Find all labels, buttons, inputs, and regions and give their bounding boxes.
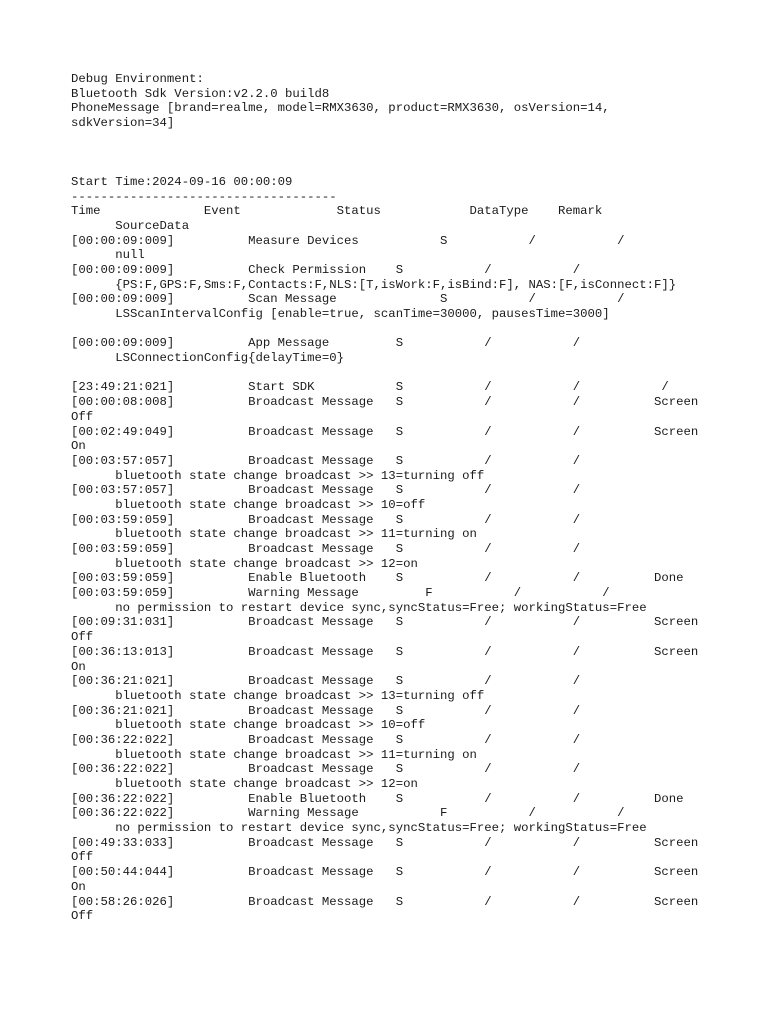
log-line: [00:00:08:008] Broadcast Message S / / Screen	[71, 395, 699, 410]
log-line: [00:36:22:022] Warning Message F / /	[71, 806, 625, 821]
log-line: bluetooth state change broadcast >> 13=turning off	[71, 688, 485, 703]
log-line: [00:00:09:009] Measure Devices S / /	[71, 233, 625, 248]
log-line: [00:36:21:021] Broadcast Message S / /	[71, 674, 581, 689]
log-line: [00:03:57:057] Broadcast Message S / /	[71, 453, 581, 468]
log-line: sdkVersion=34]	[71, 116, 175, 131]
log-line: [00:03:59:059] Broadcast Message S / /	[71, 512, 581, 527]
log-line: [00:00:09:009] Scan Message S / /	[71, 292, 625, 307]
log-line: [00:36:21:021] Broadcast Message S / /	[71, 703, 581, 718]
log-line: null	[71, 248, 145, 263]
log-line: [23:49:21:021] Start SDK S / / /	[71, 380, 669, 395]
log-line: {PS:F,GPS:F,Sms:F,Contacts:F,NLS:[T,isWork:F,isBind:F], NAS:[F,isConnect:F]}	[71, 277, 677, 292]
log-line: [00:36:22:022] Enable Bluetooth S / / Done	[71, 791, 684, 806]
log-line: Off	[71, 850, 94, 865]
log-line	[71, 322, 698, 337]
log-line: [00:49:33:033] Broadcast Message S / / Screen	[71, 835, 699, 850]
log-line: [00:36:13:013] Broadcast Message S / / Screen	[71, 644, 699, 659]
log-line: Off	[71, 409, 94, 424]
log-line: LSScanIntervalConfig [enable=true, scanTime=30000, pausesTime=3000]	[71, 307, 610, 321]
log-line: bluetooth state change broadcast >> 11=turning on	[71, 527, 477, 542]
log-line: Off	[71, 630, 94, 645]
log-line	[71, 145, 698, 160]
log-line: [00:02:49:049] Broadcast Message S / / Screen	[71, 424, 699, 439]
log-line: [00:03:59:059] Enable Bluetooth S / / Done	[71, 571, 684, 586]
log-line: [00:03:59:059] Warning Message F / /	[71, 586, 610, 601]
log-line: On	[71, 659, 86, 674]
log-line: [00:00:09:009] App Message S / /	[71, 336, 581, 351]
log-line: Debug Environment:	[71, 72, 204, 86]
log-line: bluetooth state change broadcast >> 12=on	[71, 556, 418, 571]
log-line: SourceData	[71, 218, 190, 233]
log-line: ------------------------------------	[71, 189, 337, 204]
log-line: [00:03:57:057] Broadcast Message S / /	[71, 483, 581, 498]
log-line	[71, 160, 698, 175]
log-line: [00:58:26:026] Broadcast Message S / / Screen	[71, 894, 699, 909]
debug-log-document	[71, 72, 698, 924]
log-line: On	[71, 439, 86, 454]
log-line: no permission to restart device sync,syncStatus=Free; workingStatus=Free	[71, 600, 647, 615]
log-line: bluetooth state change broadcast >> 11=turning on	[71, 747, 477, 762]
log-line: bluetooth state change broadcast >> 12=on	[71, 777, 418, 791]
log-line: Bluetooth Sdk Version:v2.2.0 build8	[71, 86, 330, 101]
log-line: [00:36:22:022] Broadcast Message S / /	[71, 762, 581, 777]
log-line: [00:09:31:031] Broadcast Message S / / Screen	[71, 615, 699, 630]
log-line: no permission to restart device sync,syncStatus=Free; workingStatus=Free	[71, 821, 647, 836]
log-line: [00:00:09:009] Check Permission S / /	[71, 262, 581, 277]
log-line	[71, 366, 698, 381]
log-line: bluetooth state change broadcast >> 13=turning off	[71, 468, 485, 483]
log-line: bluetooth state change broadcast >> 10=off	[71, 718, 426, 733]
log-line: LSConnectionConfig{delayTime=0}	[71, 351, 345, 366]
log-line: Off	[71, 909, 94, 924]
log-line: Time Event Status DataType Remark	[71, 204, 603, 219]
log-line	[71, 131, 698, 146]
log-line: [00:03:59:059] Broadcast Message S / /	[71, 542, 581, 556]
log-line: [00:36:22:022] Broadcast Message S / /	[71, 732, 581, 747]
log-line: [00:50:44:044] Broadcast Message S / / Screen	[71, 865, 699, 880]
log-line: bluetooth state change broadcast >> 10=off	[71, 497, 426, 512]
log-line: Start Time:2024-09-16 00:00:09	[71, 174, 293, 189]
log-line: PhoneMessage [brand=realme, model=RMX3630, product=RMX3630, osVersion=14,	[71, 101, 610, 116]
log-line: On	[71, 879, 86, 894]
